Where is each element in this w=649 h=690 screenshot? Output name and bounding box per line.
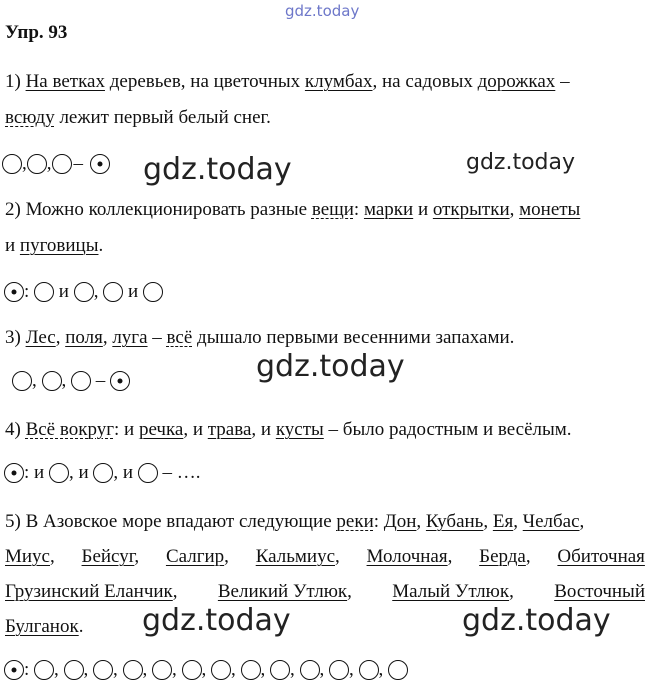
circle-icon	[143, 282, 163, 302]
ex3-scheme: , , –	[12, 370, 130, 392]
subject-word: марки	[363, 199, 414, 220]
circle-icon	[52, 154, 72, 174]
circle-icon	[93, 463, 113, 483]
circle-icon	[211, 660, 231, 680]
ex1-line1: 1) На ветках деревьев, на цветочных клумбах, на садовых дорожках –	[5, 71, 570, 92]
subject-word: Салгир	[165, 546, 225, 567]
dotted-circle-icon	[4, 463, 24, 483]
circle-icon	[12, 371, 32, 391]
subject-word: трава	[207, 419, 252, 440]
subject-word: Миус	[5, 546, 50, 567]
circle-icon	[123, 660, 143, 680]
dotted-circle-icon	[110, 371, 130, 391]
exercise-title: Упр. 93	[5, 22, 68, 43]
watermark: gdz.today	[143, 152, 292, 187]
subject-word: открытки	[432, 199, 510, 220]
circle-icon	[34, 660, 54, 680]
generalizing-word: всё	[166, 327, 193, 348]
circle-icon	[241, 660, 261, 680]
subject-word: Обиточная	[557, 546, 645, 567]
circle-icon	[49, 463, 69, 483]
subject-word: Кальмиус	[255, 546, 335, 567]
circle-icon	[138, 463, 158, 483]
circle-icon	[93, 660, 113, 680]
ex3-line1: 3) Лес, поля, луга – всё дышало первыми весенними запахами.	[5, 327, 515, 348]
circle-icon	[103, 282, 123, 302]
generalizing-word: вещи	[311, 199, 354, 220]
ex1-scheme: , , –	[2, 153, 110, 175]
ex1-line2: всюду лежит первый белый снег.	[5, 107, 271, 128]
subject-word: Бейсуг	[81, 546, 135, 567]
subject-word: Ея	[492, 511, 514, 532]
watermark: gdz.today	[142, 603, 291, 638]
subject-word: Дон	[383, 511, 417, 532]
ex2-scheme: : и , и	[4, 281, 163, 303]
dotted-circle-icon	[4, 660, 24, 680]
dotted-circle-icon	[90, 154, 110, 174]
watermark: gdz.today	[466, 150, 576, 175]
circle-icon	[300, 660, 320, 680]
circle-icon	[27, 154, 47, 174]
subject-word: кусты	[275, 419, 324, 440]
subject-word: монеты	[519, 199, 581, 220]
watermark-top: gdz.today	[285, 2, 360, 20]
circle-icon	[152, 660, 172, 680]
circle-icon	[64, 660, 84, 680]
generalizing-word: всюду	[5, 107, 55, 128]
subject-word: клумбах	[304, 71, 373, 92]
circle-icon	[2, 154, 22, 174]
circle-icon	[329, 660, 349, 680]
circle-icon	[388, 660, 408, 680]
ex4-scheme: : и , и , и – ….	[4, 462, 201, 484]
circle-icon	[42, 371, 62, 391]
subject-word: Грузинский Еланчик	[5, 581, 173, 602]
circle-icon	[270, 660, 290, 680]
generalizing-word: реки	[336, 511, 374, 532]
circle-icon	[74, 282, 94, 302]
subject-word: Лес	[25, 327, 56, 348]
subject-word: луга	[112, 327, 148, 348]
ex5-scheme: : , , , , , , , , , , , ,	[4, 659, 408, 681]
circle-icon	[359, 660, 379, 680]
ex2-line1: 2) Можно коллекционировать разные вещи: марки и открытки, монеты	[5, 199, 581, 220]
subject-word: речка	[138, 419, 184, 440]
dotted-circle-icon	[4, 282, 24, 302]
ex5-line1: 5) В Азовское море впадают следующие реки: Дон, Кубань, Ея, Челбас,	[5, 511, 585, 532]
subject-word: Челбас	[522, 511, 580, 532]
watermark: gdz.today	[256, 349, 405, 384]
ex2-line2: и пуговицы.	[5, 235, 104, 256]
circle-icon	[182, 660, 202, 680]
subject-word: Великий Утлюк	[217, 581, 348, 602]
ex5-line3: Грузинский Еланчик, Великий Утлюк, Малый Утлюк, Восточный	[5, 581, 645, 602]
subject-word: дорожках	[477, 71, 556, 92]
circle-icon	[71, 371, 91, 391]
ex5-line4: Булганок.	[5, 616, 84, 637]
subject-word: Берда	[479, 546, 526, 567]
subject-word: На ветках	[25, 71, 105, 92]
subject-word: Кубань	[425, 511, 484, 532]
subject-word: Малый Утлюк	[392, 581, 510, 602]
generalizing-word: Всё вокруг	[25, 419, 114, 440]
subject-word: пуговицы	[19, 235, 99, 256]
subject-word: Восточный	[554, 581, 645, 602]
ex4-line1: 4) Всё вокруг: и речка, и трава, и кусты – было радостным и весёлым.	[5, 419, 572, 440]
ex5-line2: Миус, Бейсуг, Салгир, Кальмиус, Молочная, Берда, Обиточная	[5, 546, 645, 567]
subject-word: Булганок	[5, 616, 79, 637]
subject-word: поля	[65, 327, 103, 348]
watermark: gdz.today	[462, 603, 611, 638]
subject-word: Молочная	[366, 546, 448, 567]
circle-icon	[34, 282, 54, 302]
